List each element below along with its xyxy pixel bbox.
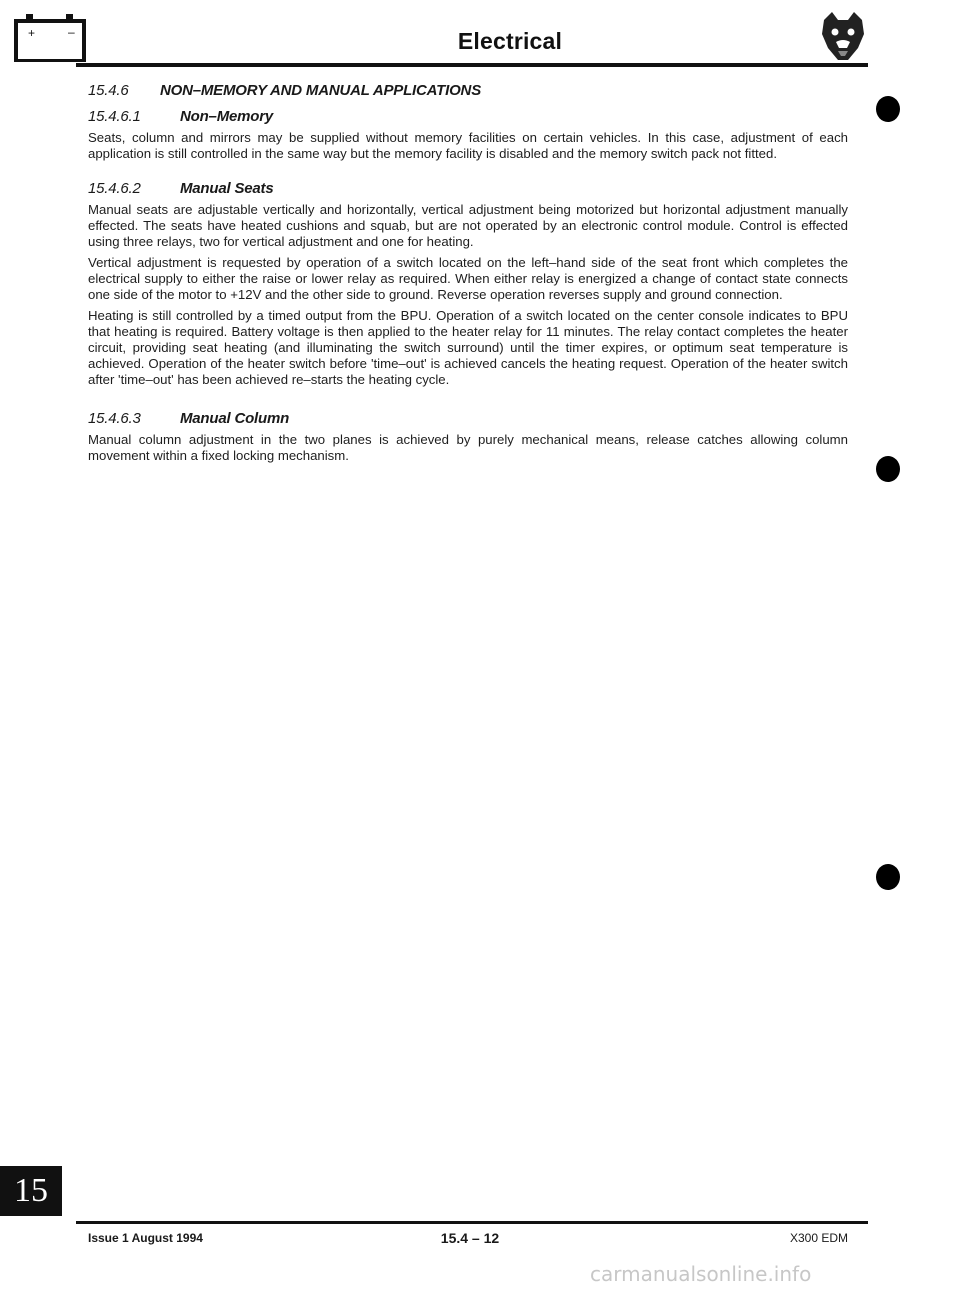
chapter-tab: 15 <box>0 1166 62 1216</box>
header-rule <box>76 63 868 67</box>
battery-icon <box>14 14 86 62</box>
battery-minus: – <box>68 25 75 39</box>
footer-page-number: 15.4 – 12 <box>440 1230 500 1246</box>
subsection-number: 15.4.6.1 <box>88 108 141 125</box>
section-heading <box>88 82 848 99</box>
footer-issue: Issue 1 August 1994 <box>88 1231 203 1245</box>
section-title: NON–MEMORY AND MANUAL APPLICATIONS <box>160 82 481 99</box>
watermark: carmanualsonline.info <box>590 1262 812 1286</box>
margin-bullet-dot <box>876 864 900 890</box>
subsection-title: Manual Seats <box>180 180 274 197</box>
subsection-heading <box>88 410 848 427</box>
page-header <box>0 0 960 70</box>
paragraph: Vertical adjustment is requested by operation of a switch located on the left–hand side of the seat front which completes the electrical supply to either the raise or lower relay as required. When either relay is energized a change of contact state connects one side of the motor to +12V and the other side to ground. Reverse operation reverses supply and ground connection. <box>88 255 848 302</box>
subsection-title: Non–Memory <box>180 108 274 125</box>
paragraph: Seats, column and mirrors may be supplied without memory facilities on certain vehicles. In this case, adjustment of each application is still controlled in the same way but the memory facility is disabled and the memory switch pack not fitted. <box>88 130 848 161</box>
paragraph: Manual column adjustment in the two planes is achieved by purely mechanical means, release catches allowing column movement within a fixed locking mechanism. <box>88 432 848 463</box>
section-number: 15.4.6 <box>88 82 129 99</box>
paragraph: Heating is still controlled by a timed output from the BPU. Operation of a switch located on the center console indicates to BPU that heating is required. Battery voltage is then applied to the heater relay for 11 minutes. The relay contact completes the heater circuit, providing seat heating (and illuminating the switch surround) until the timer expires, or optimum seat temperature is achieved. Operation of the heater switch before 'time–out' is achieved cancels the heating request. Operation of the heater switch after 'time–out' has been achieved re–starts the heating cycle. <box>88 308 848 387</box>
subsection-heading <box>88 180 848 197</box>
subsection-number: 15.4.6.3 <box>88 410 141 427</box>
subsection-number: 15.4.6.2 <box>88 180 141 197</box>
battery-plus: + <box>28 26 36 40</box>
header-title: Electrical <box>457 28 563 54</box>
footer-document: X300 EDM <box>789 1231 848 1245</box>
footer-rule <box>76 1221 868 1224</box>
margin-bullet-dot <box>876 96 900 122</box>
document-body <box>88 78 848 464</box>
subsection-heading <box>88 108 848 125</box>
jaguar-logo-icon <box>818 10 868 62</box>
subsection-title: Manual Column <box>180 410 290 427</box>
paragraph: Manual seats are adjustable vertically and horizontally, vertical adjustment being motorized but horizontal adjustment manually effected. The seats have heated cushions and squab, but are not operated by an electronic control module. Control is effected using three relays, two for vertical adjustment and one for heating. <box>88 202 848 249</box>
margin-bullet-dot <box>876 456 900 482</box>
